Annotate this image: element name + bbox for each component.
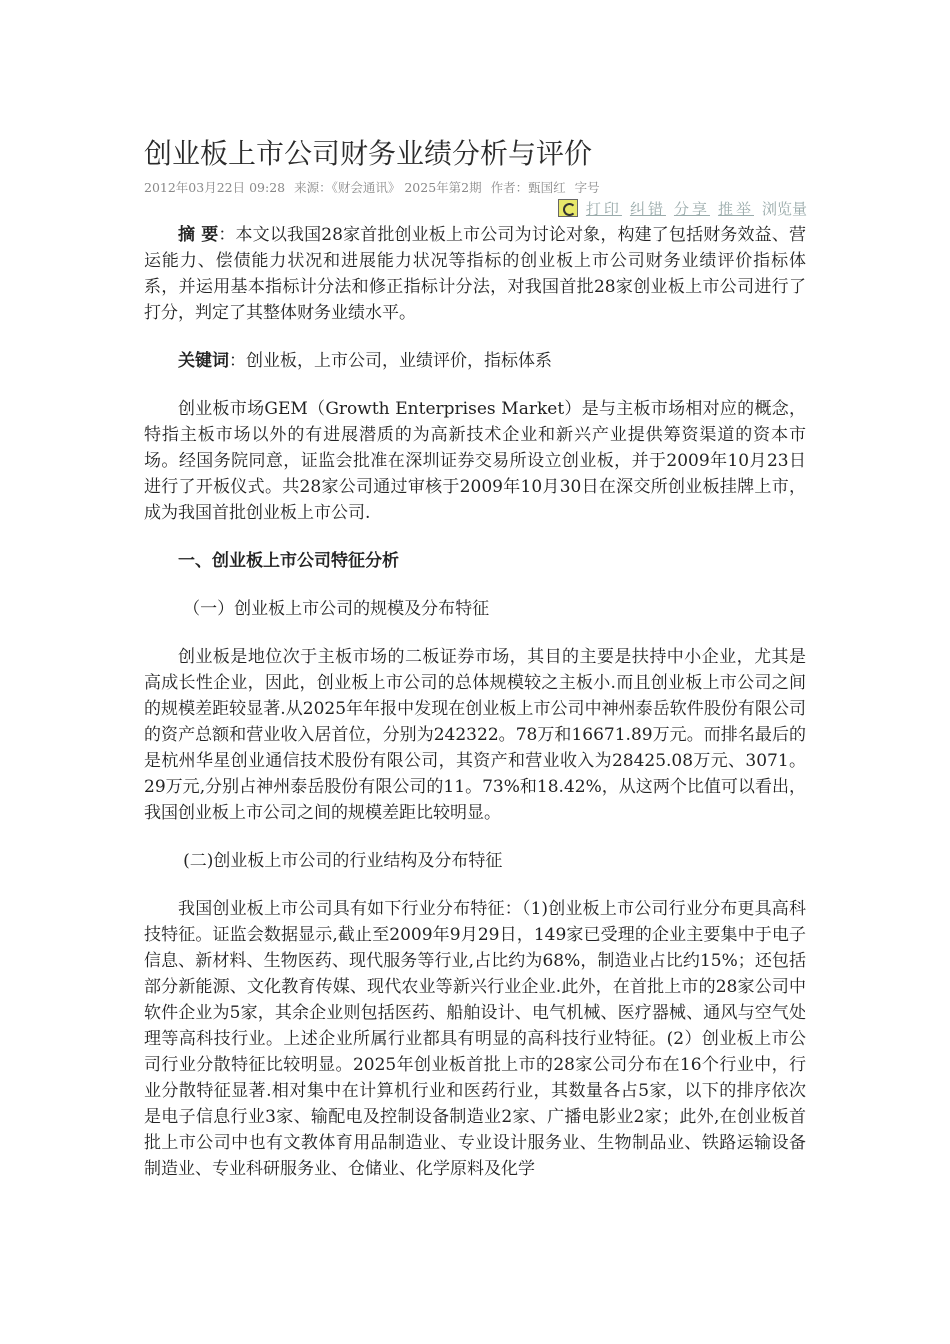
abstract [144, 222, 806, 326]
publish-date: 2012年03月22日 09:28 [144, 180, 286, 195]
subsection-heading-2: (二)创业板上市公司的行业结构及分布特征 [183, 851, 503, 871]
article-source: 来源：《财会通讯》 2025年第2期 [294, 180, 482, 195]
keywords-text: ：创业板，上市公司，业绩评价，指标体系 [229, 351, 552, 371]
article-body [144, 222, 806, 1182]
intro-paragraph: 创业板市场GEM（Growth Enterprises Market）是与主板市场相对应的概念，特指主板市场以外的有进展潜质的为高新技术企业和新兴产业提供筹资渠道的资本市场。经国务院同意，证监会批准在深圳证券交易所设立创业板，并于2009年10月23日进行了开板仪式。共28家公司通过审核于2009年10月30日在深交所创业板挂牌上市，成为我国首批创业板上市公司. [144, 399, 806, 523]
keywords [144, 348, 806, 374]
body-paragraph-2: 我国创业板上市公司具有如下行业分布特征：（1)创业板上市公司行业分布更具高科技特征。证监会数据显示,截止至2009年9月29日，149家已受理的企业主要集中于电子信息、新材料、生物医药、现代服务等行业,占比约为68%，制造业占比约15%；还包括部分新能源、文化教育传媒、现代农业等新兴行业企业.此外，在首批上市的28家公司中软件企业为5家，其余企业则包括医药、船舶设计、电气机械、医疗器械、通风与空气处理等高科技行业。上述企业所属行业都具有明显的高科技行业特征。(2）创业板上市公司行业分散特征比较明显。2025年创业板首批上市的28家公司分布在16个行业中，行业分散特征显著.相对集中在计算机行业和医药行业，其数量各占5家，以下的排序依次是电子信息行业3家、输配电及控制设备制造业2家、广播电影业2家；此外,在创业板首批上市公司中也有文教体育用品制造业、专业设计服务业、生物制品业、铁路运输设备制造业、专业科研服务业、仓储业、化学原料及化学 [144, 899, 806, 1179]
article-author: 作者：甄国红 [490, 180, 566, 195]
keywords-label: 关键词 [178, 351, 229, 371]
printer-icon[interactable] [558, 199, 578, 217]
article-meta [144, 178, 605, 196]
font-size-control[interactable]: 字号 [574, 180, 600, 195]
article-title: 创业板上市公司财务业绩分析与评价 [144, 137, 593, 170]
section-heading-1: 一、创业板上市公司特征分析 [178, 551, 399, 571]
recommend-link[interactable]: 推举 [717, 200, 754, 218]
share-link[interactable]: 分享 [673, 200, 710, 218]
abstract-text: ：本文以我国28家首批创业板上市公司为讨论对象，构建了包括财务效益、营运能力、偿债能力状况和进展能力状况等指标的创业板上市公司财务业绩评价指标体系，并运用基本指标计分法和修正指标计分法，对我国首批28家创业板上市公司进行了打分，判定了其整体财务业绩水平。 [144, 225, 806, 323]
print-link[interactable]: 打印 [585, 200, 622, 218]
body-paragraph-1: 创业板是地位次于主板市场的二板证券市场，其目的主要是扶持中小企业，尤其是高成长性企业，因此，创业板上市公司的总体规模较之主板小.而且创业板上市公司之间的规模差距较显著.从2025年年报中发现在创业板上市公司中神州泰岳软件股份有限公司的资产总额和营业收入居首位，分别为242322。78万和16671.89万元。而排名最后的是杭州华星创业通信技术股份有限公司，其资产和营业收入为28425.08万元、3071。29万元,分别占神州泰岳股份有限公司的11。73%和18.42%，从这两个比值可以看出，我国创业板上市公司之间的规模差距比较明显。 [144, 647, 806, 823]
abstract-label: 摘 要 [178, 225, 219, 245]
subsection-heading-1: （一）创业板上市公司的规模及分布特征 [183, 599, 490, 619]
correct-link[interactable]: 纠错 [629, 200, 666, 218]
view-count-label: 浏览量 [761, 200, 807, 218]
article-toolbar [558, 198, 807, 219]
